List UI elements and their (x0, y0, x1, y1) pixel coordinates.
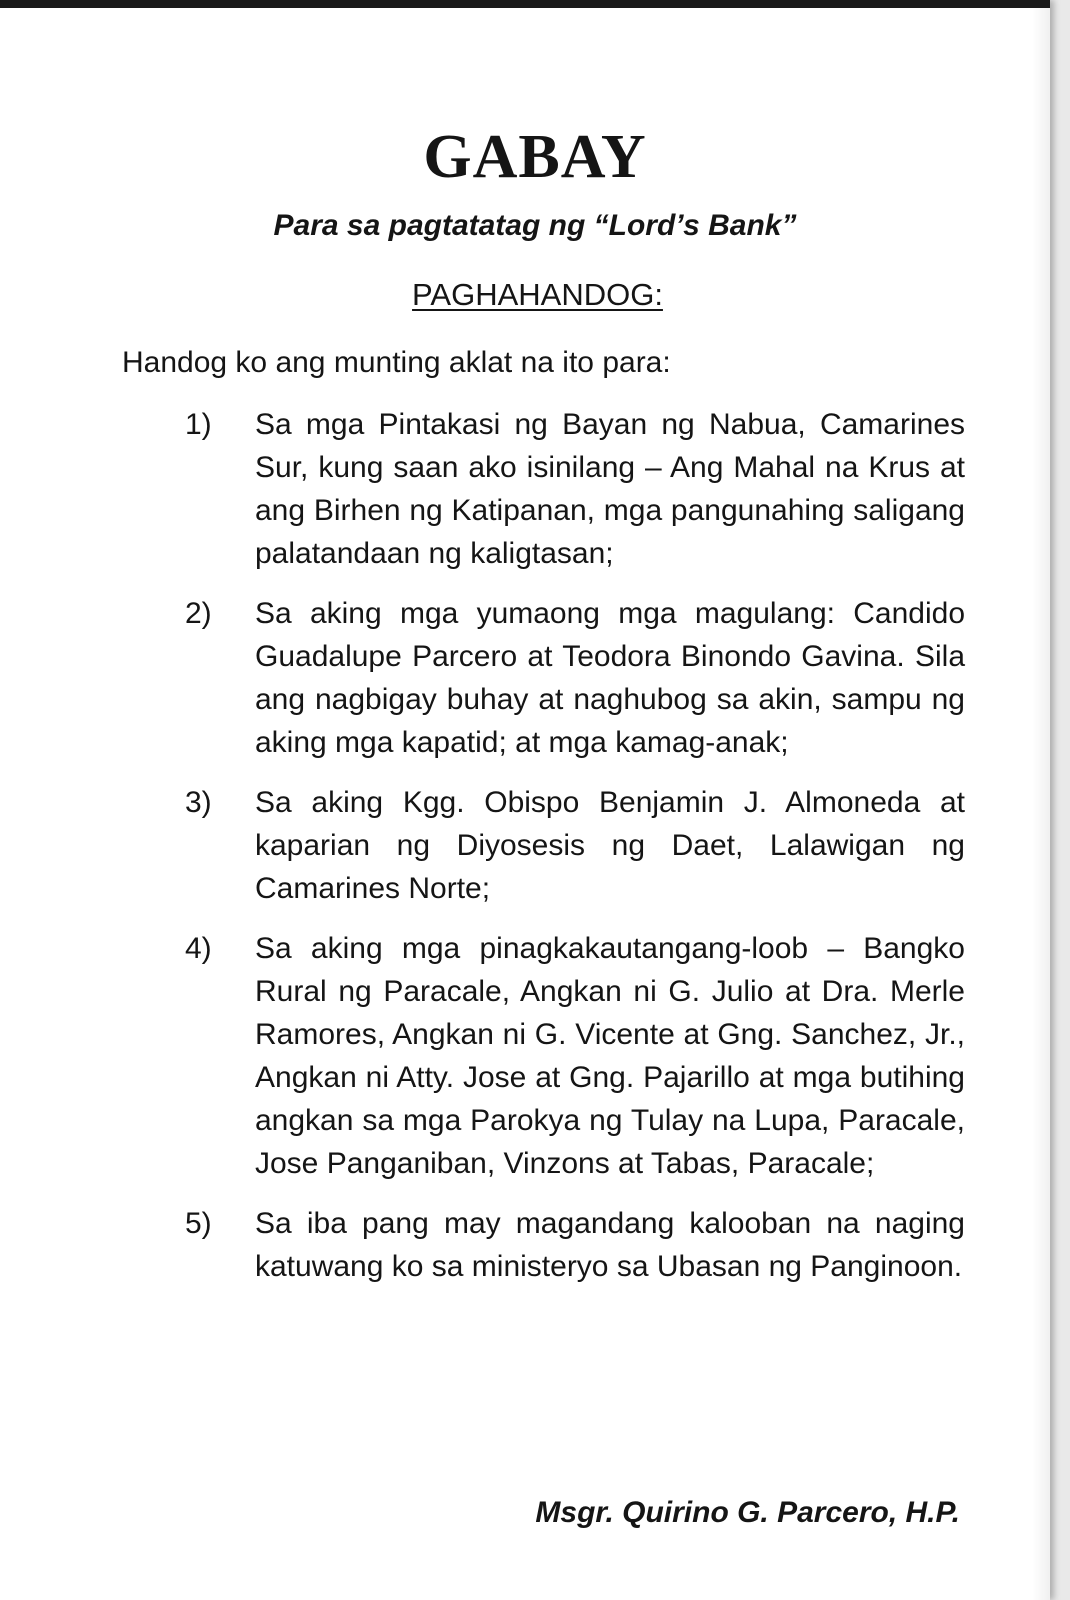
list-item (185, 927, 965, 1185)
item-number: 4) (185, 932, 212, 965)
list-item (185, 1202, 965, 1288)
item-number: 1) (185, 408, 212, 441)
signature: Msgr. Quirino G. Parcero, H.P. (535, 1496, 960, 1529)
item-text: Sa mga Pintakasi ng Bayan ng Nabua, Camarines Sur, kung saan ako isinilang – Ang Mahal na Krus at ang Birhen ng Katipanan, mga pangunahing saligang palatandaan ng kaligtasan; (255, 408, 965, 570)
list-item (185, 403, 965, 575)
document-subtitle: Para sa pagtatatag ng “Lord’s Bank” (273, 209, 797, 242)
item-text: Sa aking mga yumaong mga magulang: Candido Guadalupe Parcero at Teodora Binondo Gavina. Sila ang nagbigay buhay at naghubog sa akin, sampu ng aking mga kapatid; at mga kamag-anak; (255, 597, 965, 759)
dedication-list (185, 403, 965, 1305)
item-number: 5) (185, 1207, 212, 1240)
intro-text: Handog ko ang munting aklat na ito para: (122, 346, 671, 379)
list-item (185, 781, 965, 910)
item-number: 2) (185, 597, 212, 630)
item-number: 3) (185, 786, 212, 819)
section-heading: PAGHAHANDOG: (412, 277, 663, 312)
item-text: Sa iba pang may magandang kalooban na naging katuwang ko sa ministeryo sa Ubasan ng Panginoon. (255, 1207, 965, 1283)
item-text: Sa aking mga pinagkakautangang-loob – Bangko Rural ng Paracale, Angkan ni G. Julio at Dra. Merle Ramores, Angkan ni G. Vicente at Gng. Sanchez, Jr., Angkan ni Atty. Jose at Gng. Pajarillo at mga butihing angkan sa mga Parokya ng Tulay na Lupa, Paracale, Jose Panganiban, Vinzons at Tabas, Paracale; (255, 932, 965, 1180)
page-edge-shadow (1032, 8, 1050, 1600)
list-item (185, 592, 965, 764)
document-title: GABAY (423, 123, 647, 191)
item-text: Sa aking Kgg. Obispo Benjamin J. Almoneda at kaparian ng Diyosesis ng Daet, Lalawigan ng Camarines Norte; (255, 786, 965, 905)
